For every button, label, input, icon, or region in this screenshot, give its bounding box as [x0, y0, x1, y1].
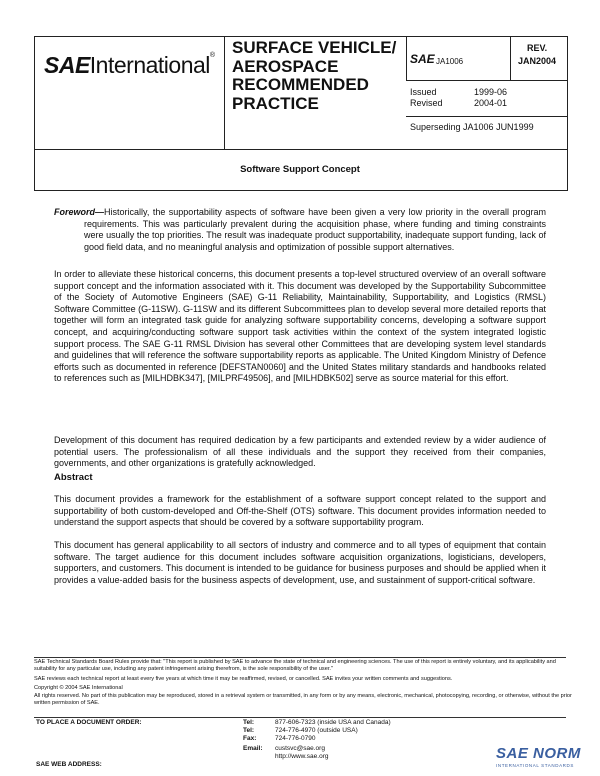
watermark-subtitle: INTERNATIONAL STANDARDS	[496, 763, 574, 768]
email-value[interactable]: custsvc@sae.org	[275, 745, 325, 752]
board-rules-text: SAE Technical Standards Board Rules provide that: "This report is published by SAE to advance the state of technical and engineering sciences. The use of this report is entirely voluntary, and its applicability and suitability for any particular use, including any patent infringement arising therefrom, is the sole responsibility of the user."	[34, 659, 556, 673]
rev-label: REV.	[527, 43, 548, 53]
sae-international-logo: SAEInternational®	[44, 52, 215, 78]
order-label: TO PLACE A DOCUMENT ORDER:	[36, 719, 142, 726]
copyright-text: Copyright © 2004 SAE International	[34, 685, 123, 692]
foreword-section	[54, 207, 546, 253]
foreword-paragraph-2: In order to alleviate these historical concerns, this document presents a top-level structured overview of an overall software support concept and the information associated with it. This document was developed by the Supportability Subcommittee of the Society of Automotive Engineers (SAE) G-11 Reliability, Maintainability, Supportability, and Logistics (RMSL) Software Committee (G-11SW). G-11SW and its different Subcommittees plan to develop several more detailed reports that together will form an integrated task guide for analyzing software supportability concerns, developing a software support concept, and acquiring/conducting software support task activities within the context of the system integrated logistic support process. The SAE G-11 RMSL Division has several other Committees that are developing system level standards and guidelines that will reference the software supportability reports as applicable. The United Kingdom Ministry of Defence efforts such as documented in reference [DEFSTAN0060] and the United States military standards and handbooks related to references such as [MILHDBK347], [MILPRF49506], and [MILHDBK502] serve as source material for this effort.	[54, 269, 546, 384]
tel2-value: 724-776-4970 (outside USA)	[275, 727, 358, 734]
tel2-label: Tel:	[243, 727, 255, 734]
document-type: SURFACE VEHICLE/ AEROSPACE RECOMMENDED PRACTICE	[232, 38, 397, 113]
tel-label: Tel:	[243, 719, 255, 726]
abstract-paragraph-1: This document provides a framework for the establishment of a software support concept related to the support and supportability of both custom-developed and Off-the-Shelf (OTS) software. This document provides information needed to understand the support aspects that should be covered by a software supportability program.	[54, 494, 546, 528]
abstract-paragraph-2: This document has general applicability to all sectors of industry and commerce and to all types of equipment that contain software. The target audience for this document includes software acquisition organizations, logisticians, developers, supporters, and customers. This document is intended to be guidance for business purposes and should be applied when it provides a value-added basis for the business aspects of development, use, and sustainment of support-critical software.	[54, 540, 546, 585]
issued-value: 1999-06	[474, 87, 508, 97]
abstract-heading: Abstract	[54, 472, 93, 483]
foreword-p1-text: Historically, the supportability aspects of software have been given a very low priority in the overall program requirements. This was particularly prevalent during the acquisition phase, where funding and timing constraints were usually the top priorities. The result was inadequate product supportability, inadequate support funding, lack of good field data, and no meaningful analysis and optimization of possible support alternatives.	[84, 207, 546, 252]
fax-value: 724-776-0790	[275, 735, 316, 742]
foreword-lead: Foreword—	[54, 207, 105, 217]
email-label: Email:	[243, 745, 263, 752]
rev-value: JAN2004	[518, 56, 557, 66]
document-title: Software Support Concept	[240, 164, 360, 175]
fax-label: Fax:	[243, 735, 257, 742]
footer-notices	[34, 659, 574, 707]
issued-label: Issued	[410, 87, 437, 97]
footer-rule-2	[34, 717, 566, 718]
revised-label: Revised	[410, 98, 443, 108]
rights-text: All rights reserved. No part of this publication may be reproduced, stored in a retrieval system or transmitted, in any form or by any means, electronic, mechanical, photocopying, recording, or otherwise, without the prior written permission of SAE.	[34, 692, 572, 707]
footer-rule	[34, 657, 566, 658]
review-text: SAE reviews each technical report at least every five years at which time it may be reaffirmed, revised, or cancelled. SAE invites your written comments and suggestions.	[34, 675, 453, 682]
document-number: JA1006	[436, 57, 464, 66]
revised-value: 2004-01	[474, 98, 508, 108]
sae-norm-watermark: SAE NORM	[496, 745, 581, 762]
web-label: SAE WEB ADDRESS:	[36, 761, 102, 768]
sae-mark: SAE	[410, 52, 435, 66]
foreword-paragraph-1	[54, 207, 546, 253]
superseding-note: Superseding JA1006 JUN1999	[410, 122, 534, 132]
tel-value: 877-606-7323 (inside USA and Canada)	[275, 719, 391, 726]
foreword-paragraph-3: Development of this document has required dedication by a few participants and extended review by a wider audience of potential users. The professionalism of all these individuals and the support they received from their companies, governments, and other organizations is gratefully acknowledged.	[54, 435, 546, 469]
web-address-link[interactable]: http://www.sae.org	[275, 753, 329, 760]
